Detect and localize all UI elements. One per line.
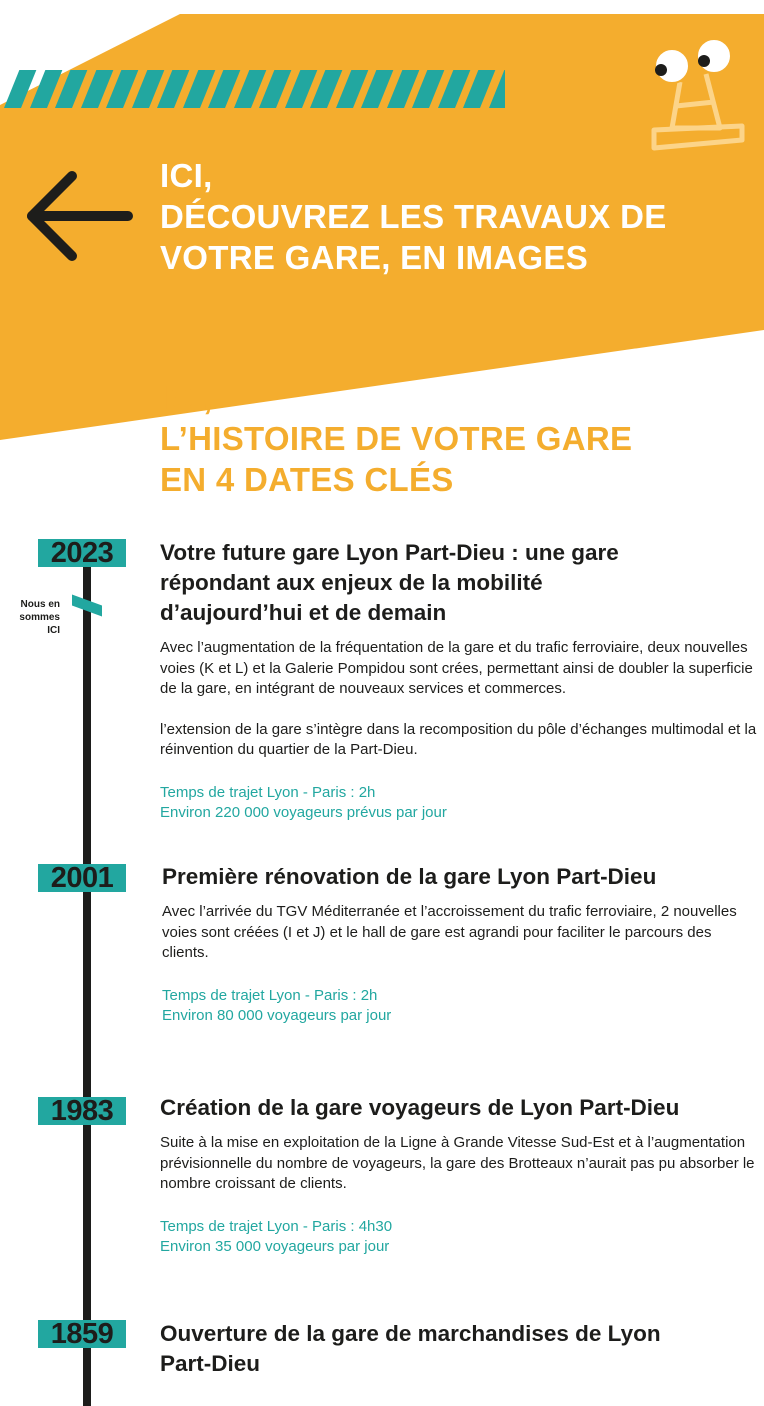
history-title-line: EN 4 DATES CLÉS bbox=[160, 461, 454, 498]
entry-stats bbox=[160, 783, 760, 824]
passenger-count-stat: Environ 220 000 voyageurs prévus par jour bbox=[160, 804, 447, 821]
year-badge-1983: 1983 bbox=[38, 1097, 126, 1125]
banner-title-line: ICI, bbox=[160, 157, 213, 194]
entry-stats bbox=[160, 1217, 760, 1258]
year-badge-1859: 1859 bbox=[38, 1320, 126, 1348]
travel-time-stat: Temps de trajet Lyon - Paris : 2h bbox=[160, 783, 376, 801]
entry-title bbox=[162, 862, 762, 892]
banner-title bbox=[160, 155, 667, 278]
hazard-stripes bbox=[0, 70, 505, 108]
travel-time-stat: Temps de trajet Lyon - Paris : 4h30 bbox=[160, 1217, 393, 1235]
marker-label-line: sommes bbox=[19, 612, 60, 623]
timeline-entry-1983 bbox=[160, 1093, 760, 1258]
entry-title bbox=[160, 538, 760, 628]
entry-paragraph: l’extension de la gare s’intègre dans la recomposition du pôle d’échanges multimodal et la réinvention du quartier de la Part-Dieu. bbox=[160, 720, 757, 758]
entry-title-line: Ouverture de la gare de marchandises de Lyon bbox=[160, 1321, 661, 1346]
history-title-line: ICI, bbox=[160, 379, 213, 416]
entry-title-line: d’aujourd’hui et de demain bbox=[160, 600, 447, 625]
entry-title-line: répondant aux enjeux de la mobilité bbox=[160, 570, 543, 595]
history-title-line: L’HISTOIRE DE VOTRE GARE bbox=[160, 420, 633, 457]
history-title bbox=[160, 377, 632, 500]
entry-title-line: Votre future gare Lyon Part-Dieu : une gare bbox=[160, 540, 619, 565]
year-badge-2001: 2001 bbox=[38, 864, 126, 892]
entry-title bbox=[160, 1319, 760, 1379]
left-arrow-icon[interactable] bbox=[20, 168, 138, 268]
entry-title-line: Première rénovation de la gare Lyon Part-Dieu bbox=[162, 864, 657, 889]
timeline-entry-2001 bbox=[162, 862, 762, 1027]
entry-stats bbox=[162, 986, 762, 1027]
entry-title bbox=[160, 1093, 760, 1123]
current-position-marker bbox=[8, 598, 60, 637]
entry-paragraph: Avec l’arrivée du TGV Méditerranée et l’accroissement du trafic ferroviaire, 2 nouvelles voies sont créées (I et J) et le hall de gare est agrandi pour faciliter le parcours des clients. bbox=[162, 903, 737, 961]
entry-paragraph: Suite à la mise en exploitation de la Ligne à Grande Vitesse Sud-Est et à l’augmentation prévisionnelle du nombre de voyageurs, la gare des Brotteaux n’aurait pas pu absorber le nombre croissant de clients. bbox=[160, 1134, 755, 1192]
passenger-count-stat: Environ 80 000 voyageurs par jour bbox=[162, 1007, 392, 1024]
banner-title-line: VOTRE GARE, EN IMAGES bbox=[160, 239, 589, 276]
banner-title-line: DÉCOUVREZ LES TRAVAUX DE bbox=[160, 198, 667, 235]
passenger-count-stat: Environ 35 000 voyageurs par jour bbox=[160, 1238, 390, 1255]
marker-label-line: ICI bbox=[47, 625, 60, 636]
entry-paragraph: Avec l’augmentation de la fréquentation de la gare et du trafic ferroviaire, deux nouvelles voies (K et L) et la Galerie Pompidou sont crées, permettant ainsi de doubler la superficie de la gare, en intégrant de nouveaux services et commerces. bbox=[160, 639, 753, 697]
entry-title-line: Part-Dieu bbox=[160, 1351, 261, 1376]
travel-time-stat: Temps de trajet Lyon - Paris : 2h bbox=[162, 986, 378, 1004]
marker-label-line: Nous en bbox=[20, 599, 60, 610]
entry-title-line: Création de la gare voyageurs de Lyon Part-Dieu bbox=[160, 1095, 680, 1120]
timeline-line bbox=[83, 560, 91, 1406]
timeline-entry-2023 bbox=[160, 538, 760, 824]
traffic-cone-with-eyes-icon bbox=[642, 30, 764, 160]
timeline-entry-1859 bbox=[160, 1319, 760, 1389]
year-badge-2023: 2023 bbox=[38, 539, 126, 567]
